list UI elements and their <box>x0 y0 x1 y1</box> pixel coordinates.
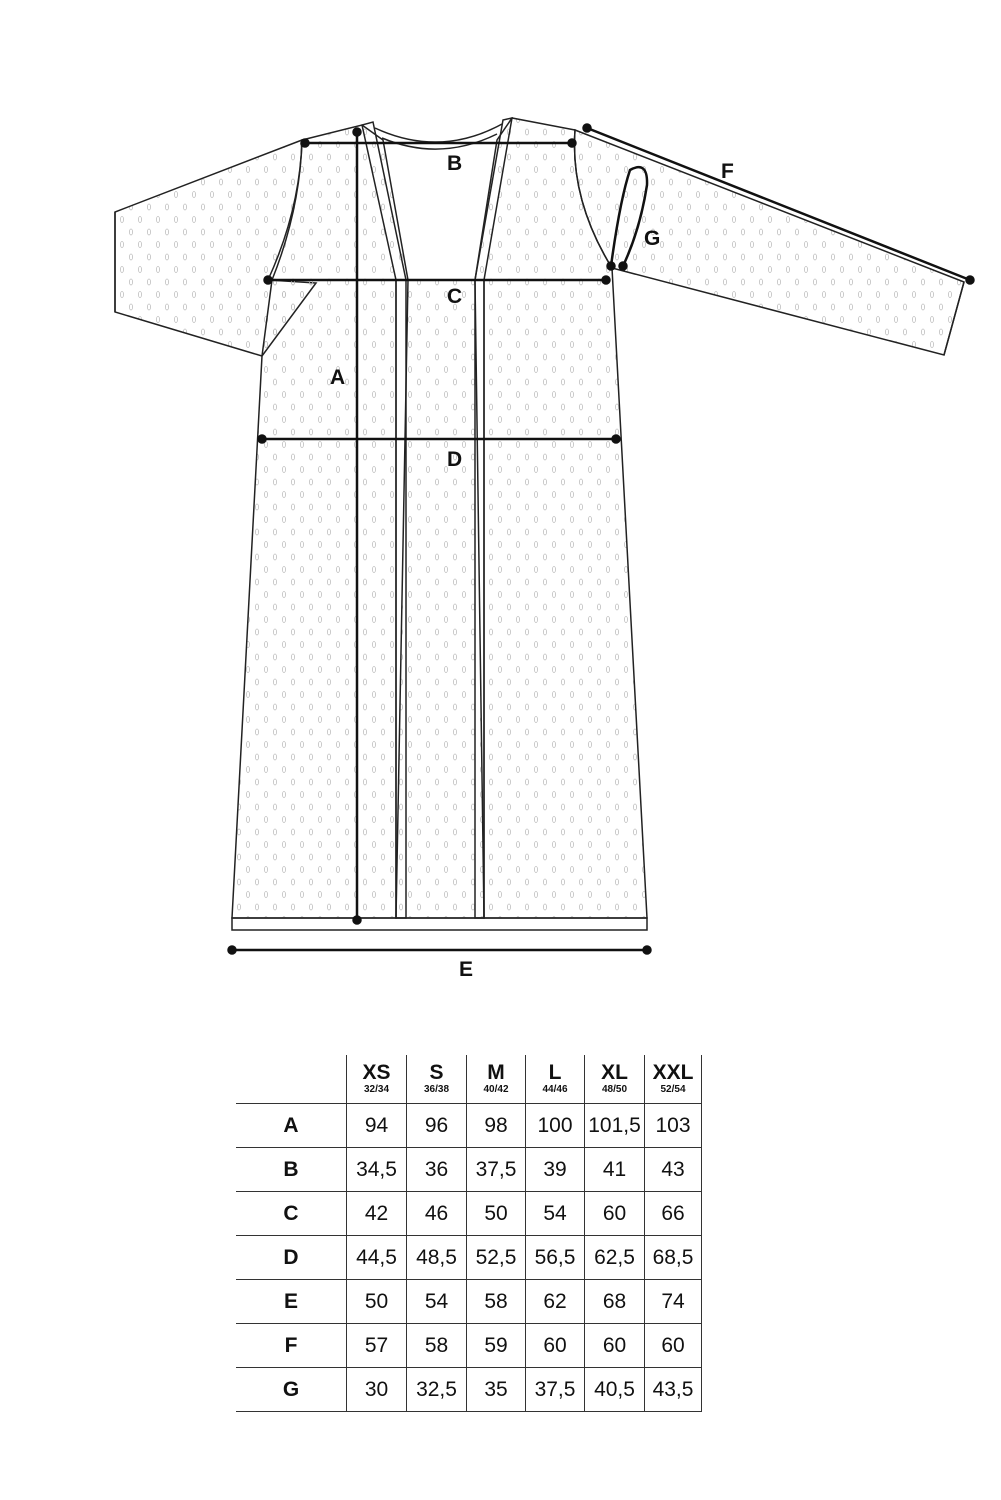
table-cell: 43,5 <box>645 1368 702 1412</box>
table-cell: 50 <box>347 1280 407 1324</box>
table-cell: 96 <box>407 1104 467 1148</box>
table-cell: 42 <box>347 1192 407 1236</box>
table-cell: 52,5 <box>467 1236 526 1280</box>
measure-g-end <box>620 263 627 270</box>
measure-e-end <box>644 947 651 954</box>
table-cell: 40,5 <box>585 1368 645 1412</box>
table-cell: 62,5 <box>585 1236 645 1280</box>
table-row <box>236 1236 702 1280</box>
table-cell: 54 <box>526 1192 585 1236</box>
table-cell: 48,5 <box>407 1236 467 1280</box>
table-cell: 60 <box>645 1324 702 1368</box>
table-cell: 60 <box>526 1324 585 1368</box>
table-cell: 101,5 <box>585 1104 645 1148</box>
measure-a-start <box>354 129 361 136</box>
table-cell: 57 <box>347 1324 407 1368</box>
table-cell: 60 <box>585 1324 645 1368</box>
label-d: D <box>447 448 463 471</box>
row-label: E <box>236 1280 347 1324</box>
table-cell: 35 <box>467 1368 526 1412</box>
size-header-l: L 44/46 <box>526 1055 585 1104</box>
row-label: G <box>236 1368 347 1412</box>
measure-f-start <box>584 125 591 132</box>
size-header-row <box>236 1055 702 1104</box>
table-cell: 60 <box>585 1192 645 1236</box>
measure-d-end <box>613 436 620 443</box>
label-g: G <box>644 227 661 250</box>
measure-f-end <box>967 277 974 284</box>
table-row <box>236 1104 702 1148</box>
garment-outline <box>115 118 964 918</box>
label-f: F <box>721 160 734 183</box>
table-cell: 94 <box>347 1104 407 1148</box>
size-header-xxl: XXL 52/54 <box>645 1055 702 1104</box>
hem-line <box>232 918 647 930</box>
size-header-xl: XL 48/50 <box>585 1055 645 1104</box>
table-cell: 68,5 <box>645 1236 702 1280</box>
row-label: B <box>236 1148 347 1192</box>
size-header-m: M 40/42 <box>467 1055 526 1104</box>
measure-g-start <box>608 263 615 270</box>
table-cell: 59 <box>467 1324 526 1368</box>
row-label: F <box>236 1324 347 1368</box>
row-label: C <box>236 1192 347 1236</box>
table-cell: 58 <box>467 1280 526 1324</box>
size-header-xs: XS 32/34 <box>347 1055 407 1104</box>
table-cell: 46 <box>407 1192 467 1236</box>
label-c: C <box>447 285 463 308</box>
table-cell: 50 <box>467 1192 526 1236</box>
size-header-s: S 36/38 <box>407 1055 467 1104</box>
measure-c-end <box>603 277 610 284</box>
measure-c-start <box>265 277 272 284</box>
table-cell: 44,5 <box>347 1236 407 1280</box>
size-chart-table <box>236 1055 702 1412</box>
table-row <box>236 1280 702 1324</box>
table-cell: 100 <box>526 1104 585 1148</box>
table-cell: 36 <box>407 1148 467 1192</box>
table-corner <box>236 1055 347 1104</box>
row-label: D <box>236 1236 347 1280</box>
table-cell: 30 <box>347 1368 407 1412</box>
table-cell: 34,5 <box>347 1148 407 1192</box>
table-cell: 39 <box>526 1148 585 1192</box>
measure-a-end <box>354 917 361 924</box>
table-row <box>236 1324 702 1368</box>
measure-b-end <box>569 140 576 147</box>
table-row <box>236 1148 702 1192</box>
table-cell: 56,5 <box>526 1236 585 1280</box>
table-cell: 62 <box>526 1280 585 1324</box>
measure-d-start <box>259 436 266 443</box>
label-b: B <box>447 152 463 175</box>
table-cell: 54 <box>407 1280 467 1324</box>
label-e: E <box>459 958 474 981</box>
row-label: A <box>236 1104 347 1148</box>
measure-e-start <box>229 947 236 954</box>
label-a: A <box>330 366 346 389</box>
table-cell: 37,5 <box>467 1148 526 1192</box>
table-cell: 37,5 <box>526 1368 585 1412</box>
table-cell: 32,5 <box>407 1368 467 1412</box>
back-panel <box>396 280 484 918</box>
table-cell: 58 <box>407 1324 467 1368</box>
table-row <box>236 1192 702 1236</box>
table-row <box>236 1368 702 1412</box>
table-cell: 74 <box>645 1280 702 1324</box>
table-cell: 98 <box>467 1104 526 1148</box>
table-cell: 66 <box>645 1192 702 1236</box>
measure-b-start <box>302 140 309 147</box>
table-cell: 41 <box>585 1148 645 1192</box>
table-cell: 68 <box>585 1280 645 1324</box>
table-cell: 43 <box>645 1148 702 1192</box>
table-cell: 103 <box>645 1104 702 1148</box>
